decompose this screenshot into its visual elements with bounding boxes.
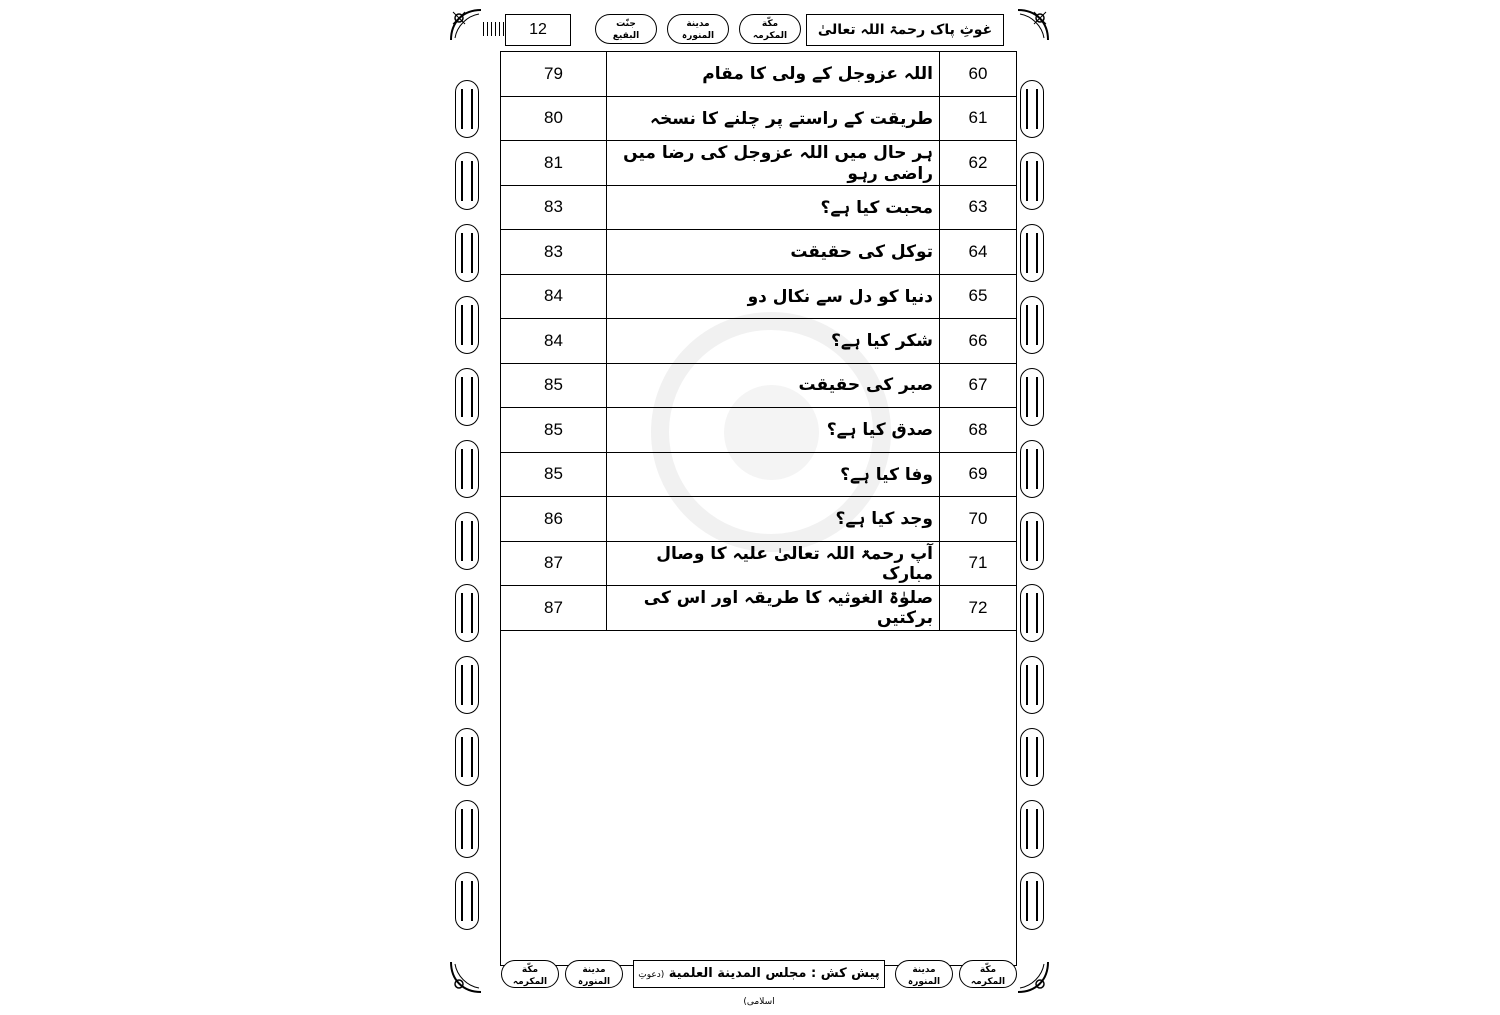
ornament-cartouche: [959, 960, 1017, 988]
publisher-name: مجلس المدینة العلمیة: [668, 966, 807, 981]
toc-number: 72: [940, 586, 1017, 631]
publisher-label: پیش کش :: [811, 966, 880, 981]
table-row: [501, 185, 1016, 230]
ornament-cartouche: [895, 960, 953, 988]
toc-page: 83: [501, 230, 607, 275]
ornament-line: المکرمہ: [752, 31, 788, 41]
toc-title: صدق کیا ہے؟: [607, 408, 940, 453]
toc-body: [501, 52, 1016, 630]
ornament-line: مدینة: [582, 965, 606, 975]
toc-page: 80: [501, 96, 607, 141]
ornament-line: مدینة: [912, 965, 936, 975]
border-cartouche: [455, 800, 479, 858]
toc-title: دنیا کو دل سے نکال دو: [607, 274, 940, 319]
table-row: [501, 96, 1016, 141]
ornament-line: مکّة: [761, 19, 779, 29]
header-ornaments: [595, 14, 835, 46]
page-footer: [483, 960, 1016, 1007]
ornament-cartouche: [739, 14, 801, 44]
table-row: [501, 141, 1016, 186]
header-hatch: [483, 22, 505, 36]
corner-flourish-icon: [1016, 960, 1050, 994]
toc-number: 64: [940, 230, 1017, 275]
publisher-sub: (دعوتِ اسلامی): [638, 970, 775, 1007]
border-cartouche: [455, 224, 479, 282]
toc-page: 83: [501, 185, 607, 230]
table-of-contents: [500, 51, 1017, 966]
ornament-line: جنّت: [616, 19, 636, 29]
toc-number: 68: [940, 408, 1017, 453]
toc-title: وجد کیا ہے؟: [607, 497, 940, 542]
ornament-line: المنورہ: [681, 31, 715, 41]
toc-title: ہر حال میں اللہ عزوجل کی رضا میں راضی رہو: [607, 141, 940, 186]
toc-title: صلوٰۃ الغوثیہ کا طریقہ اور اس کی برکتیں: [607, 586, 940, 631]
table-row: [501, 408, 1016, 453]
toc-page: 87: [501, 541, 607, 586]
book-title: غوثِ پاک رحمۃ اللہ تعالیٰ: [806, 14, 1004, 46]
toc-title: طریقت کے راستے پر چلنے کا نسخہ: [607, 96, 940, 141]
border-cartouche: [455, 656, 479, 714]
border-cartouche: [455, 512, 479, 570]
ornament-line: المکرمہ: [970, 977, 1006, 987]
toc-title: شکر کیا ہے؟: [607, 319, 940, 364]
border-cartouche: [1020, 656, 1044, 714]
border-cartouche: [1020, 152, 1044, 210]
corner-flourish-icon: [449, 8, 483, 42]
toc-page: 85: [501, 452, 607, 497]
corner-flourish-icon: [1016, 8, 1050, 42]
border-cartouche: [455, 80, 479, 138]
ornament-cartouche: [565, 960, 623, 988]
border-cartouche: [1020, 296, 1044, 354]
border-cartouche: [1020, 368, 1044, 426]
toc-page: 85: [501, 363, 607, 408]
ornament-cartouche: [501, 960, 559, 988]
page-header: [483, 12, 1016, 50]
toc-number: 71: [940, 541, 1017, 586]
table-row: [501, 363, 1016, 408]
toc-number: 70: [940, 497, 1017, 542]
ornament-cartouche: [595, 14, 657, 44]
page-number: 12: [505, 14, 571, 46]
border-cartouche: [455, 152, 479, 210]
toc-number: 63: [940, 185, 1017, 230]
toc-page: 81: [501, 141, 607, 186]
toc-table: [501, 52, 1016, 631]
toc-number: 62: [940, 141, 1017, 186]
border-cartouche: [455, 368, 479, 426]
publisher-box: [633, 960, 885, 1007]
toc-title: اللہ عزوجل کے ولی کا مقام: [607, 52, 940, 96]
toc-number: 65: [940, 274, 1017, 319]
toc-number: 61: [940, 96, 1017, 141]
toc-title: محبت کیا ہے؟: [607, 185, 940, 230]
toc-number: 66: [940, 319, 1017, 364]
ornament-cartouche: [667, 14, 729, 44]
toc-page: 85: [501, 408, 607, 453]
border-cartouche: [1020, 584, 1044, 642]
toc-number: 69: [940, 452, 1017, 497]
toc-title: آپ رحمۃ اللہ تعالیٰ علیہ کا وصال مبارک: [607, 541, 940, 586]
table-row: [501, 586, 1016, 631]
border-cartouche: [455, 584, 479, 642]
border-cartouche: [455, 440, 479, 498]
border-cartouche: [1020, 872, 1044, 930]
book-page: [449, 8, 1050, 1007]
table-row: [501, 541, 1016, 586]
ornament-line: مکّة: [521, 965, 539, 975]
toc-title: صبر کی حقیقت: [607, 363, 940, 408]
toc-number: 67: [940, 363, 1017, 408]
border-cartouche: [1020, 440, 1044, 498]
toc-page: 87: [501, 586, 607, 631]
border-cartouche: [455, 872, 479, 930]
toc-title: توکل کی حقیقت: [607, 230, 940, 275]
border-cartouche: [1020, 800, 1044, 858]
border-cartouche: [455, 728, 479, 786]
table-row: [501, 319, 1016, 364]
ornament-line: مدینة: [686, 19, 710, 29]
ornament-line: المنورہ: [577, 977, 611, 987]
table-row: [501, 274, 1016, 319]
table-row: [501, 497, 1016, 542]
table-row: [501, 452, 1016, 497]
border-cartouche: [455, 296, 479, 354]
toc-page: 79: [501, 52, 607, 96]
left-ornamental-border: [453, 68, 481, 948]
ornament-line: مکّة: [979, 965, 997, 975]
corner-flourish-icon: [449, 960, 483, 994]
toc-page: 84: [501, 319, 607, 364]
border-cartouche: [1020, 224, 1044, 282]
toc-page: 84: [501, 274, 607, 319]
ornament-line: المکرمہ: [512, 977, 548, 987]
border-cartouche: [1020, 80, 1044, 138]
ornament-line: البقیع: [612, 31, 640, 41]
toc-title: وفا کیا ہے؟: [607, 452, 940, 497]
table-row: [501, 230, 1016, 275]
toc-number: 60: [940, 52, 1017, 96]
table-row: [501, 52, 1016, 96]
right-ornamental-border: [1018, 68, 1046, 948]
ornament-line: المنورہ: [907, 977, 941, 987]
border-cartouche: [1020, 512, 1044, 570]
toc-page: 86: [501, 497, 607, 542]
border-cartouche: [1020, 728, 1044, 786]
